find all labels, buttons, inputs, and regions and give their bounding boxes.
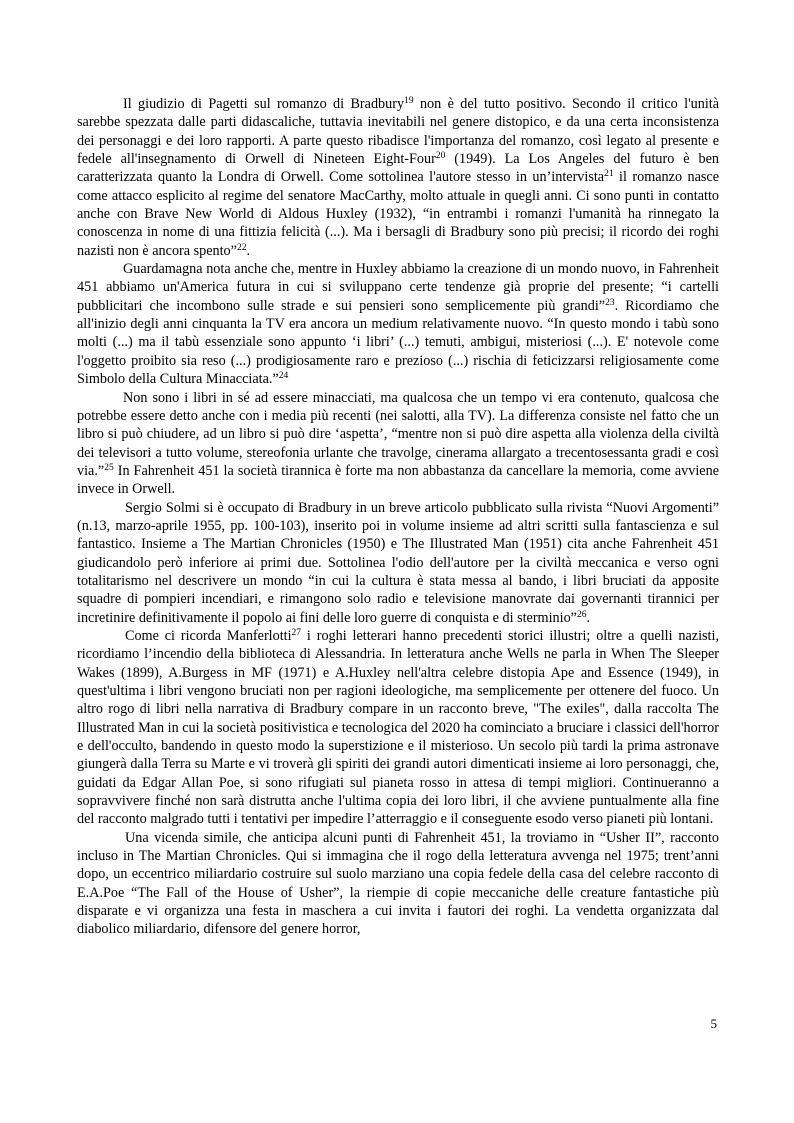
- text-segment: (1949). La Los Angeles del futuro è ben caratterizzata quanto la Londra di Orwell. Come sottolinea l'autore stesso in un’intervista: [77, 151, 719, 186]
- text-segment: Sergio Solmi si è occupato di Bradbury in un breve articolo pubblicato sulla rivista “Nuovi Argomenti” (n.13, marzo-aprile 1955, pp. 100-103), inserito poi in volume insieme ad altri scritti sulla fantascienza e sul fantastico. Insieme a The Martian Chronicles (1950) e The Illustrated Man (1951) cita anche Fahrenheit 451 giudicandolo però inferiore ai primi due. Sottolinea l'odio dell'autore per la civiltà meccanica e verso ogni totalitarismo nel descrivere un mondo “in cui la cultura è stata messa al bando, i libri bruciati da apposite squadre di pompieri incendiari, e rimangono solo radio e televisione manovrate dai governanti tirannici per incretinire definitivamente il popolo ai fini delle loro guerre di conquista e di sterminio”: [77, 499, 719, 626]
- text-segment: Il giudizio di Pagetti sul romanzo di Bradbury: [123, 96, 405, 112]
- paragraph-usher-ii: [77, 829, 719, 939]
- text-segment: Una vicenda simile, che anticipa alcuni punti di Fahrenheit 451, la troviamo in “Usher II”, racconto incluso in The Martian Chronicles. Qui si immagina che il rogo della letteratura avvenga nel 1975; trent’anni dopo, un eccentrico miliardario costruire sul suolo marziano una copia fedele della casa del celebre racconto di E.A.Poe “The Fall of the House of Usher”, la riempie di copie meccaniche delle creature fantastiche più disparate e vi organizza una festa in maschera a cui invita i fautori dei roghi. La vendetta organizzata dal diabolico miliardario, difensore del genere horror,: [77, 829, 719, 938]
- text-segment: non è del tutto positivo. Secondo il critico l'unità sarebbe spezzata dalle parti didascaliche, tuttavia inevitabili nel genere distopico, e da una certa inconsistenza dei personaggi e dei loro rapporti. A parte questo ribadisce l'importanza del romanzo, così legato al presente e fedele all'insegnamento di Orwell di Nineteen Eight-Four: [77, 96, 719, 168]
- text-segment: .: [586, 609, 591, 626]
- footnote-marker: 22: [236, 242, 247, 253]
- paragraph-solmi: [77, 499, 719, 627]
- footnote-marker: 20: [435, 151, 446, 162]
- footnote-marker: 25: [104, 462, 114, 473]
- paragraph-libri-minacciati: [77, 389, 719, 499]
- footnote-marker: 27: [291, 627, 302, 638]
- footnote-marker: 26: [576, 609, 587, 620]
- text-segment: il romanzo nasce come attacco esplicito al regime del senatore MacCarthy, molto attuale in quegli anni. Ci sono punti in contatto anche con Brave New World di Aldous Huxley (1932), “in entrambi i romanzi l'umanità ha rinnegato la conoscenza in nome di una fittizia felicità (...). Ma i bersagli di Bradbury sono più precisi; il ricordo dei roghi nazisti non è ancora spento”: [77, 169, 719, 259]
- text-segment: i roghi letterari hanno precedenti storici illustri; oltre a quelli nazisti, ricordiamo l’incendio della biblioteca di Alessandria. In letteratura anche Wells ne parla in When The Sleeper Wakes (1899), A.Burgess in MF (1971) e A.Huxley nell'altra celebre distopia Ape and Essence (1949), in quest'ultima i libri vengono bruciati non per ragioni ideologiche, ma semplicemente per ottenere del fuoco. Un altro rogo di libri nella narrativa di Bradbury compare in un racconto breve, "The exiles", dalla raccolta The Illustrated Man in cui la società positivistica e tecnologica del 2020 ha cominciato a bruciare i classici dell'horror e dell'occulto, bandendo in questo modo la superstizione e il misterioso. Un secolo più tardi la prima astronave giungerà dalla Terra su Marte e vi troverà gli spiriti dei grandi autori dimenticati insieme ai loro personaggi, che, guidati da Edgar Allan Poe, si sono rifugiati sul pianeta rosso in attesa di tempi migliori. Continueranno a sopravvivere finché non sarà distrutta anche l'ultima copia dei loro libri, il che avviene puntualmente alla fine del racconto malgrado tutti i tentativi per impedire l’atterraggio e il conseguente esodo verso pianeti più lontani.: [77, 627, 719, 828]
- footnote-marker: 24: [278, 371, 289, 382]
- footnote-marker: 19: [404, 96, 414, 106]
- text-segment: Come ci ricorda Manferlotti: [125, 627, 292, 644]
- text-segment: In Fahrenheit 451 la società tirannica è forte ma non abbastanza da cancellare la memoria, come avviene invece in Orwell.: [77, 462, 719, 498]
- footnote-marker: 21: [604, 169, 614, 180]
- text-segment: Non sono i libri in sé ad essere minacciati, ma qualcosa che un tempo vi era contenuto, qualcosa che potrebbe essere detto anche con i media più recenti (nei salotti, alla TV). La differenza consiste nel fatto che un libro si può chiudere, ad un libro si può dire ‘aspetta’, “mentre non si può dire aspetta alla violenza della civiltà dei televisori a tutto volume, stereofonia urlante che travolge, cinerama allargato a trecentosessanta gradi e così via.”: [77, 389, 719, 479]
- text-segment: .: [246, 242, 250, 259]
- text-segment: . Ricordiamo che all'inizio degli anni cinquanta la TV era ancora un medium relativamente nuovo. “In questo mondo i tabù sono molti (...) ma il tabù essenziale sono appunto ‘i libri’ (...) temuti, ambigui, misteriosi (...). E' notevole come l'oggetto proibito sia reso (...) prodigiosamente raro e prezioso (...) rischia di feticizzarsi religiosamente come Simbolo della Cultura Minacciata.”: [77, 297, 720, 388]
- page-number: 5: [710, 1016, 717, 1031]
- footnote-marker: 23: [605, 297, 615, 308]
- paragraph-manferlotti: [77, 627, 719, 829]
- text-segment: Guardamagna nota anche che, mentre in Huxley abbiamo la creazione di un mondo nuovo, in Fahrenheit 451 abbiamo un'America futura in cui si sviluppano certe tendenze già proprie del presente; “i cartelli pubblicitari che incombono sulle strade e sui pensieri sono semplicemente più grandi”: [77, 261, 719, 314]
- paragraph-pagetti: [77, 95, 719, 260]
- body-text: [77, 95, 719, 939]
- paragraph-guardamagna: [77, 260, 719, 388]
